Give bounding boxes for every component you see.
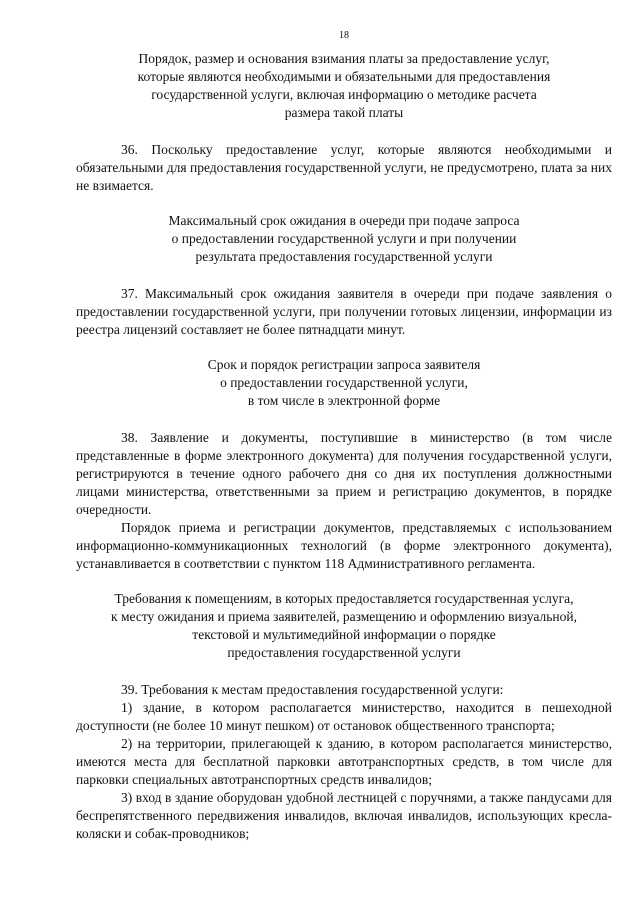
paragraph-38: 38. Заявление и документы, поступившие в министерство (в том числе представленные в форме электронного документа) для получения государственной услуги, регистрируются в течение одного рабочего дня со дня их поступления должностными лицами министерства, ответственными за прием и регистрацию документов, в порядке очередности. <box>76 430 612 517</box>
heading-line: которые являются необходимыми и обязательными для предоставления <box>137 69 551 84</box>
section-heading-fees <box>76 50 612 122</box>
paragraph-36: 36. Поскольку предоставление услуг, которые являются необходимыми и обязательными для предоставления государственной услуги, не предусмотрено, плата за них не взимается. <box>76 142 612 193</box>
section-heading-registration <box>76 356 612 410</box>
heading-line: в том числе в электронной форме <box>247 393 441 408</box>
paragraph-39: 39. Требования к местам предоставления государственной услуги: <box>121 682 504 697</box>
section-heading-premises <box>76 590 612 662</box>
paragraph-37: 37. Максимальный срок ожидания заявителя в очереди при подаче заявления о предоставлении государственной услуги, при получении готовых лицензии, информации из реестра лицензий составляет не более пятнадцати минут. <box>76 286 612 337</box>
heading-line: Требования к помещениям, в которых предоставляется государственная услуга, <box>114 591 574 606</box>
paragraph-38-order: Порядок приема и регистрации документов, представляемых с использованием информационно-коммуникационных технологий (в форме электронного документа), устанавливается в соответствии с пунктом 118 Административного регламента. <box>76 520 612 571</box>
heading-line: размера такой платы <box>284 105 404 120</box>
heading-line: результата предоставления государственной услуги <box>195 249 493 264</box>
heading-line: о предоставлении государственной услуги и при получении <box>171 231 517 246</box>
page-number: 18 <box>339 30 349 41</box>
heading-line: Порядок, размер и основания взимания платы за предоставление услуг, <box>138 51 550 66</box>
heading-line: к месту ожидания и приема заявителей, размещению и оформлению визуальной, <box>111 609 577 624</box>
heading-line: предоставления государственной услуги <box>227 645 461 660</box>
section-heading-queue-time <box>76 212 612 266</box>
heading-line: Срок и порядок регистрации запроса заявителя <box>207 357 481 372</box>
paragraph-39-item-2: 2) на территории, прилегающей к зданию, в котором располагается министерство, имеются места для бесплатной парковки автотранспортных средств, в том числе для парковки специальных автотранспортных средств инвалидов; <box>76 736 612 787</box>
heading-line: Максимальный срок ожидания в очереди при подаче запроса <box>168 213 520 228</box>
heading-line: текстовой и мультимедийной информации о порядке <box>192 627 496 642</box>
heading-line: государственной услуги, включая информацию о методике расчета <box>151 87 537 102</box>
paragraph-39-item-1: 1) здание, в котором располагается министерство, находится в пешеходной доступности (не более 10 минут пешком) от остановок общественного транспорта; <box>76 700 612 733</box>
document-page <box>76 30 612 843</box>
heading-line: о предоставлении государственной услуги, <box>220 375 468 390</box>
paragraph-39-item-3: 3) вход в здание оборудован удобной лестницей с поручнями, а также пандусами для беспрепятственного передвижения инвалидов, включая инвалидов, использующих кресла-коляски и собак-проводников; <box>76 790 612 841</box>
